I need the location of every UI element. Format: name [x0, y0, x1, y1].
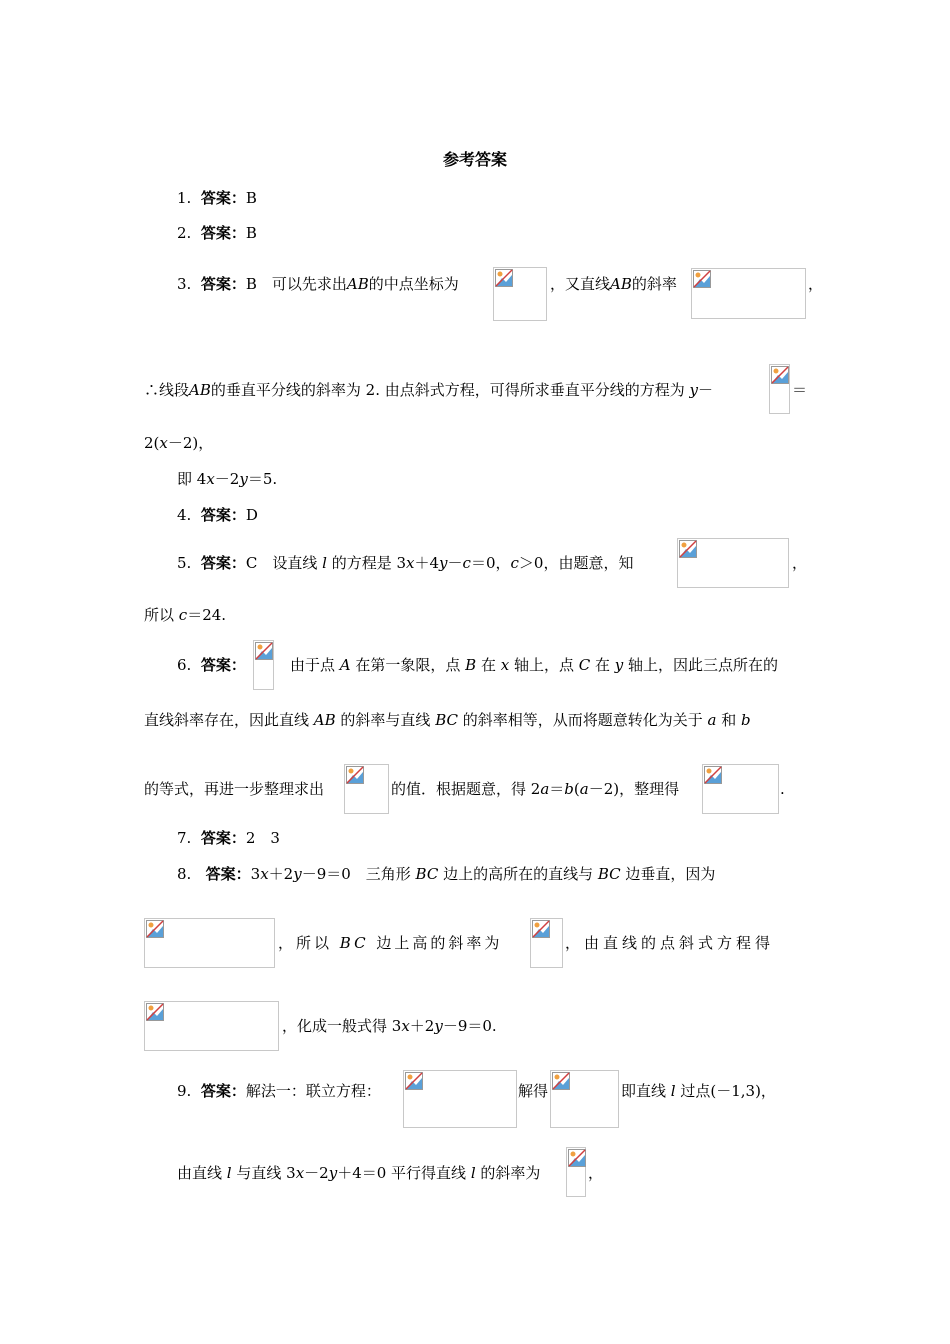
broken-image-icon — [568, 1149, 586, 1167]
comma-text: ， — [588, 1164, 604, 1182]
formula-image — [566, 1147, 586, 1197]
broken-image-icon — [693, 270, 711, 288]
broken-image-icon — [704, 766, 722, 784]
broken-image-icon — [146, 1003, 164, 1021]
equals-text: ＝ — [792, 381, 808, 399]
comma-text: ， — [808, 275, 824, 293]
answer-line-9-body: 由直线 l 与直线 3x－2y＋4＝0 平行得直线 l 的斜率为 — [177, 1164, 541, 1182]
formula-image — [144, 918, 275, 968]
page-title: 参考答案 — [442, 150, 507, 169]
answer-line-9: 9. 答案：解法一：联立方程： — [177, 1082, 381, 1100]
answer-line-8-body: ，所以 BC 边上高的斜率为 — [278, 934, 503, 952]
broken-image-icon — [405, 1072, 423, 1090]
answer-line-6-body: 直线斜率存在，因此直线 AB 的斜率与直线 BC 的斜率相等，从而将题意转化为关于 a 和 b — [144, 711, 751, 729]
formula-image — [144, 1001, 279, 1051]
answer-line-3: 3. 答案：B 可以先求出AB的中点坐标为 — [177, 275, 459, 293]
formula-image — [691, 268, 806, 319]
formula-image — [493, 267, 547, 321]
broken-image-icon — [532, 920, 550, 938]
broken-image-icon — [255, 642, 273, 660]
answer-line-4: 4. 答案：D — [177, 506, 258, 524]
broken-image-icon — [346, 766, 364, 784]
answer-line-6-tail: 的等式，再进一步整理求出 — [144, 780, 325, 798]
answer-line-3-eq: 2(x－2)， — [144, 434, 214, 452]
answer-line-8-body-cont: ，由直线的点斜式方程得 — [565, 934, 775, 952]
broken-image-icon — [771, 366, 789, 384]
answer-line-1: 1. 答案：B — [177, 189, 257, 207]
answer-line-6-tail-cont: 的值．根据题意，得 2a＝b(a－2)，整理得 — [391, 780, 680, 798]
answer-line-5-result: 所以 c＝24. — [144, 606, 227, 624]
answer-line-3-body: ∴线段AB的垂直平分线的斜率为 2. 由点斜式方程，可得所求垂直平分线的方程为 y－ — [144, 381, 713, 399]
answer-line-8-result: ，化成一般式得 3x＋2y－9＝0. — [282, 1017, 497, 1035]
period-text: . — [780, 780, 785, 798]
answer-line-6: 6. 答案： — [177, 656, 246, 674]
broken-image-icon — [146, 920, 164, 938]
answer-line-2: 2. 答案：B — [177, 224, 257, 242]
answer-line-3-cont: ，又直线AB的斜率 — [550, 275, 677, 293]
formula-image — [530, 918, 563, 968]
comma-text: ， — [792, 554, 808, 572]
solve-text: 解得 — [518, 1082, 549, 1100]
answer-line-3-result: 即 4x－2y＝5. — [177, 470, 278, 488]
answer-line-7: 7. 答案：2 3 — [177, 829, 280, 847]
formula-image — [344, 764, 389, 814]
broken-image-icon — [495, 269, 513, 287]
formula-image — [769, 364, 790, 414]
answer-line-5: 5. 答案：C 设直线 l 的方程是 3x＋4y－c＝0，c＞0，由题意，知 — [177, 554, 634, 572]
broken-image-icon — [679, 540, 697, 558]
formula-image — [702, 764, 779, 814]
answer-line-9-cont: 即直线 l 过点(－1,3)， — [621, 1082, 776, 1100]
formula-image — [677, 538, 789, 588]
formula-image — [403, 1070, 517, 1128]
formula-image — [253, 640, 274, 690]
broken-image-icon — [552, 1072, 570, 1090]
answer-line-8: 8. 答案：3x＋2y－9＝0 三角形 BC 边上的高所在的直线与 BC 边垂直，因为 — [177, 865, 716, 883]
formula-image — [550, 1070, 619, 1128]
answer-line-6-cont: 由于点 A 在第一象限，点 B 在 x 轴上，点 C 在 y 轴上，因此三点所在的 — [290, 656, 779, 674]
